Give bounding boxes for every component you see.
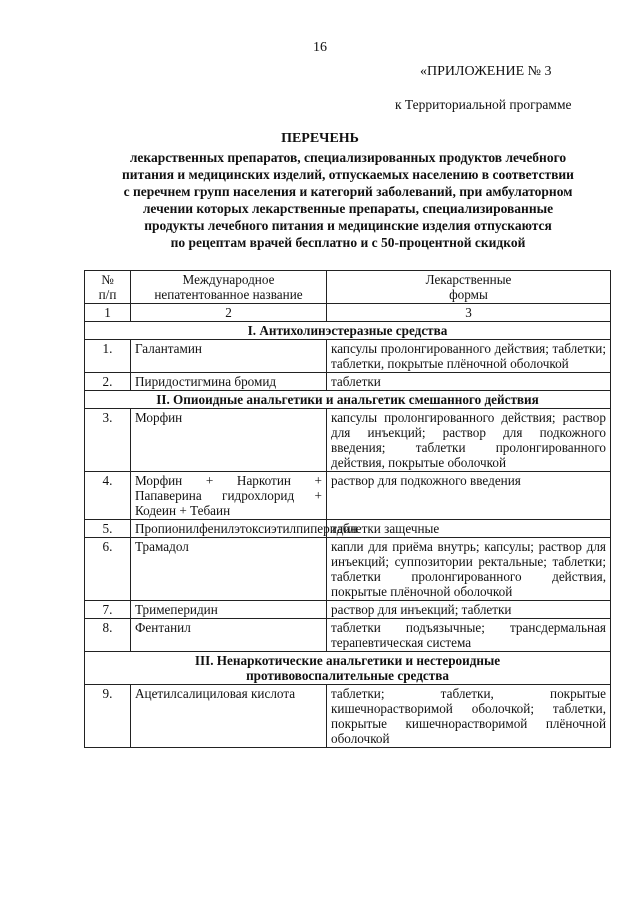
column-number: 2 (131, 304, 327, 322)
subtitle-line: лекарственных препаратов, специализированных продуктов лечебного (129, 150, 567, 165)
drug-name: Пиридостигмина бромид (131, 373, 327, 391)
row-number: 2. (85, 373, 131, 391)
section-row (85, 391, 611, 409)
row-number: 3. (85, 409, 131, 472)
header-number: № п/п (85, 271, 131, 304)
page-number: 16 (313, 40, 327, 55)
table-row (85, 472, 611, 520)
subtitle-line: с перечнем групп населения и категорий заболеваний, при амбулаторном (123, 184, 573, 199)
drug-forms: капсулы пролонгированного действия; таблетки; таблетки, покрытые плёночной оболочкой (327, 340, 611, 373)
column-number-row (85, 304, 611, 322)
drug-name: Трамадол (131, 538, 327, 601)
header-name: Международное непатентованное название (131, 271, 327, 304)
drug-forms: таблетки (327, 373, 611, 391)
drug-list-table (84, 270, 611, 748)
table-row (85, 601, 611, 619)
subtitle-line: по рецептам врачей бесплатно и с 50-процентной скидкой (170, 235, 526, 250)
appendix-reference: к Территориальной программе (395, 97, 572, 112)
subtitle-line: продукты лечебного питания и медицинские изделия отпускаются (144, 218, 552, 233)
row-number: 1. (85, 340, 131, 373)
drug-name: Морфин (131, 409, 327, 472)
drug-name: Морфин + Наркотин + Папаверина гидрохлорид + Кодеин + Тебаин (131, 472, 327, 520)
section-title: I. Антихолинэстеразные средства (85, 322, 611, 340)
table-row (85, 619, 611, 652)
table-row (85, 373, 611, 391)
drug-forms: таблетки защечные (327, 520, 611, 538)
drug-forms: капсулы пролонгированного действия; раствор для инъекций; раствор для подкожного введения; таблетки пролонгированного действия, покрытые оболочкой (327, 409, 611, 472)
table-row (85, 520, 611, 538)
column-number: 3 (327, 304, 611, 322)
row-number: 9. (85, 685, 131, 748)
drug-name: Галантамин (131, 340, 327, 373)
subtitle-line: лечении которых лекарственные препараты, специализированные (142, 201, 554, 216)
table-row (85, 685, 611, 748)
subtitle-line: питания и медицинских изделий, отпускаемых населению в соответствии (122, 167, 574, 182)
document-subtitle (88, 149, 608, 251)
drug-name: Пропионилфенилэтоксиэтилпиперидин (131, 520, 327, 538)
section-title: II. Опиоидные анальгетики и анальгетик смешанного действия (85, 391, 611, 409)
drug-name: Ацетилсалициловая кислота (131, 685, 327, 748)
drug-forms: раствор для подкожного введения (327, 472, 611, 520)
column-number: 1 (85, 304, 131, 322)
table-row (85, 409, 611, 472)
header-forms: Лекарственные формы (327, 271, 611, 304)
drug-forms: таблетки подъязычные; трансдермальная терапевтическая система (327, 619, 611, 652)
section-row (85, 652, 611, 685)
table-header-row (85, 271, 611, 304)
drug-name: Фентанил (131, 619, 327, 652)
document-heading: ПЕРЕЧЕНЬ (281, 131, 359, 146)
row-number: 5. (85, 520, 131, 538)
section-row (85, 322, 611, 340)
row-number: 4. (85, 472, 131, 520)
row-number: 6. (85, 538, 131, 601)
row-number: 8. (85, 619, 131, 652)
table-row (85, 538, 611, 601)
drug-forms: раствор для инъекций; таблетки (327, 601, 611, 619)
drug-forms: капли для приёма внутрь; капсулы; раствор для инъекций; суппозитории ректальные; таблетки; таблетки пролонгированного действия, покрытые плёночной оболочкой (327, 538, 611, 601)
drug-name: Тримеперидин (131, 601, 327, 619)
drug-forms: таблетки; таблетки, покрытые кишечнорастворимой оболочкой; таблетки, покрытые кишечнорастворимой плёночной оболочкой (327, 685, 611, 748)
section-title: III. Ненаркотические анальгетики и нестероидные противовоспалительные средства (85, 652, 611, 685)
row-number: 7. (85, 601, 131, 619)
table-row (85, 340, 611, 373)
appendix-title: «ПРИЛОЖЕНИЕ № 3 (420, 64, 552, 79)
